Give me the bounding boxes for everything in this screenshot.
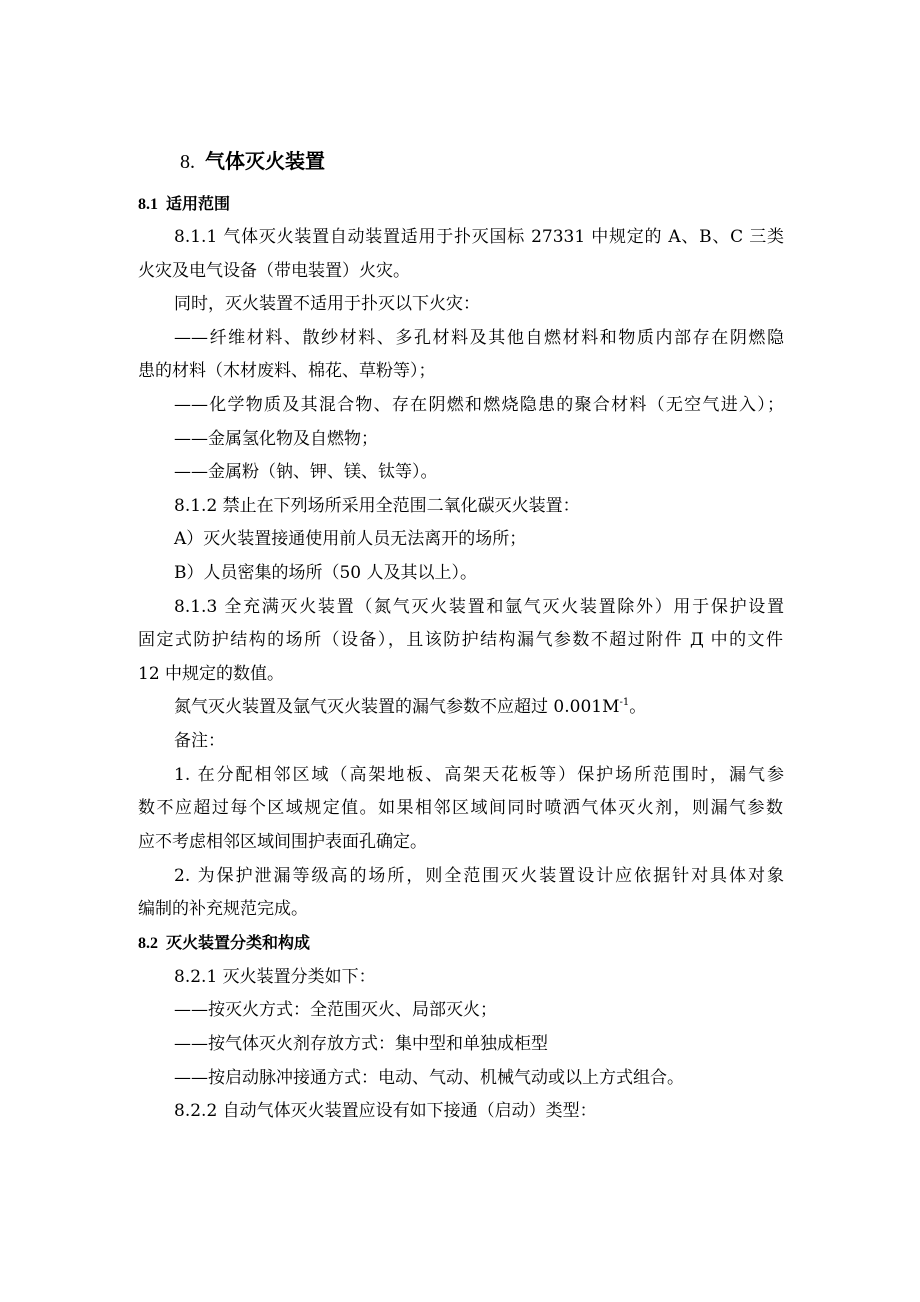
list-item-1-line2: 患的材料（木材废料、棉花、草粉等）； bbox=[138, 361, 436, 381]
note-1-line2: 数不应超过每个区域规定值。如果相邻区域间同时喷洒气体灭火剂，则漏气参数 bbox=[138, 798, 783, 818]
note-label: 备注： bbox=[174, 731, 225, 751]
list-item-4: ——金属粉（钠、钾、镁、钛等）。 bbox=[174, 462, 438, 482]
list-item-3: ——金属氢化物及自燃物； bbox=[174, 429, 378, 449]
paragraph-8-1-2: 8.1.2 禁止在下列场所采用全范围二氧化碳灭火装置： bbox=[174, 496, 580, 516]
section-number: 8.2 bbox=[138, 935, 158, 952]
list-item-1-line1: ——纤维材料、散纱材料、多孔材料及其他自燃材料和物质内部存在阴燃隐 bbox=[174, 328, 784, 348]
chapter-heading bbox=[180, 151, 325, 172]
leak-superscript: -1 bbox=[619, 697, 630, 708]
paragraph-8-1-2-a: A）灭火装置接通使用前人员无法离开的场所； bbox=[174, 529, 527, 549]
paragraph-not-applicable: 同时，灭火装置不适用于扑灭以下火灾： bbox=[174, 294, 480, 314]
paragraph-8-1-1-line2: 火灾及电气设备（带电装置）火灾。 bbox=[138, 261, 410, 281]
leak-end: 。 bbox=[629, 697, 647, 717]
section-heading-8-2 bbox=[138, 933, 310, 954]
paragraph-8-2-1: 8.2.1 灭火装置分类如下： bbox=[174, 967, 376, 987]
note-2-line1: 2. 为保护泄漏等级高的场所，则全范围灭火装置设计应依据针对具体对象 bbox=[174, 866, 784, 886]
chapter-number: 8. bbox=[180, 151, 195, 173]
list-item-2: ——化学物质及其混合物、存在阴燃和燃烧隐患的聚合材料（无空气进入）； bbox=[174, 395, 784, 415]
section-number: 8.1 bbox=[138, 196, 158, 213]
paragraph-8-1-1-line1: 8.1.1 气体灭火装置自动装置适用于扑灭国标 27331 中规定的 A、B、C 三类 bbox=[174, 227, 784, 247]
paragraph-8-1-3-line2: 固定式防护结构的场所（设备），且该防护结构漏气参数不超过附件 Д 中的文件 bbox=[138, 630, 783, 650]
classification-item-1: ——按灭火方式：全范围灭火、局部灭火； bbox=[174, 1000, 497, 1020]
classification-item-3: ——按启动脉冲接通方式：电动、气动、机械气动或以上方式组合。 bbox=[174, 1068, 684, 1088]
leak-text: 氮气灭火装置及氩气灭火装置的漏气参数不应超过 0.001M bbox=[174, 697, 620, 717]
chapter-title: 气体灭火装置 bbox=[205, 149, 325, 173]
paragraph-8-2-2: 8.2.2 自动气体灭火装置应设有如下接通（启动）类型： bbox=[174, 1101, 597, 1121]
section-heading-8-1 bbox=[138, 194, 230, 215]
note-1-line1: 1. 在分配相邻区域（高架地板、高架天花板等）保护场所范围时，漏气参 bbox=[174, 765, 784, 785]
paragraph-8-1-3-line3: 12 中规定的数值。 bbox=[138, 664, 285, 684]
note-2-line2: 编制的补充规范完成。 bbox=[138, 899, 308, 919]
section-title: 适用范围 bbox=[166, 194, 231, 213]
section-title: 灭火装置分类和构成 bbox=[166, 933, 311, 952]
paragraph-8-1-3-line1: 8.1.3 全充满灭火装置（氮气灭火装置和氩气灭火装置除外）用于保护设置 bbox=[174, 597, 784, 617]
paragraph-leak-parameter bbox=[174, 697, 646, 717]
paragraph-8-1-2-b: B）人员密集的场所（50 人及其以上）。 bbox=[174, 563, 478, 583]
classification-item-2: ——按气体灭火剂存放方式：集中型和单独成柜型 bbox=[174, 1034, 548, 1054]
note-1-line3: 应不考虑相邻区域间围护表面孔确定。 bbox=[138, 832, 427, 852]
